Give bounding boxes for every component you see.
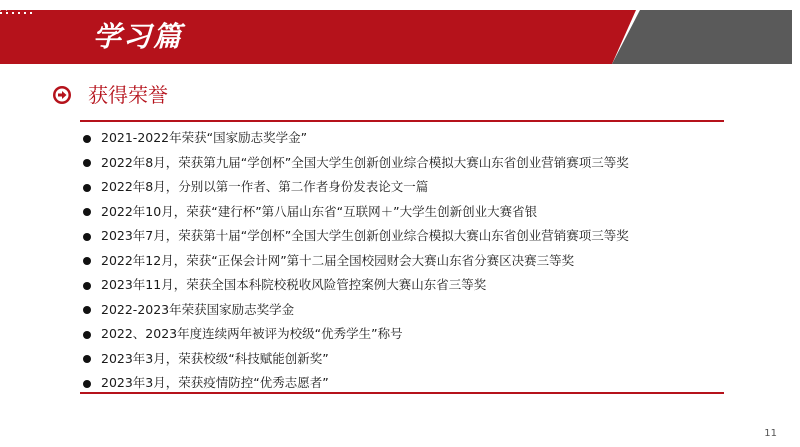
bullet-icon xyxy=(83,184,91,192)
divider-bottom xyxy=(80,392,724,394)
bullet-icon xyxy=(83,306,91,314)
list-item-text: 2023年3月，荣获校级“科技赋能创新奖” xyxy=(101,350,329,366)
list-item xyxy=(80,298,740,323)
list-item-text: 2022年10月，荣获“建行杯”第八届山东省“互联网＋”大学生创新创业大赛省银 xyxy=(101,203,538,219)
bullet-icon xyxy=(83,208,91,216)
dot-grid-decoration xyxy=(0,0,36,18)
page-number: 11 xyxy=(764,428,777,439)
list-item-text: 2023年11月，荣获全国本科院校税收风险管控案例大赛山东省三等奖 xyxy=(101,277,487,292)
list-item-text: 2023年3月，荣获疫情防控“优秀志愿者” xyxy=(101,375,329,390)
header-banner xyxy=(0,0,800,68)
bullet-icon xyxy=(83,282,91,290)
bullet-icon xyxy=(83,159,91,167)
bullet-icon xyxy=(83,380,91,388)
list-item-text: 2023年7月，荣获第十届“学创杯”全国大学生创新创业综合模拟大赛山东省创业营销赛项三等奖 xyxy=(101,228,629,243)
list-item xyxy=(80,200,740,225)
section-title: 获得荣誉 xyxy=(88,83,168,107)
list-item xyxy=(80,224,740,249)
list-item xyxy=(80,322,740,347)
list-item-text: 2022年8月，分别以第一作者、第二作者身份发表论文一篇 xyxy=(101,179,429,194)
list-item xyxy=(80,151,740,176)
list-item-text: 2022、2023年度连续两年被评为校级“优秀学生”称号 xyxy=(101,326,403,341)
list-item xyxy=(80,175,740,200)
list-item xyxy=(80,347,740,372)
bullet-icon xyxy=(83,135,91,143)
list-item xyxy=(80,249,740,274)
list-item-text: 2022年8月，荣获第九届“学创杯”全国大学生创新创业综合模拟大赛山东省创业营销赛项三等奖 xyxy=(101,154,629,170)
bullet-icon xyxy=(83,331,91,339)
list-item-text: 2021-2022年荣获“国家励志奖学金” xyxy=(101,130,308,145)
list-item xyxy=(80,273,740,298)
honors-list xyxy=(80,126,740,396)
bullet-icon xyxy=(83,233,91,241)
page-title: 学习篇 xyxy=(93,20,184,53)
bullet-icon xyxy=(83,257,91,265)
divider-top xyxy=(80,120,724,122)
bullet-icon xyxy=(83,355,91,363)
arrow-circle-icon xyxy=(52,85,72,105)
list-item-text: 2022年12月，荣获“正保会计网”第十二届全国校园财会大赛山东省分赛区决赛三等奖 xyxy=(101,252,575,268)
list-item-text: 2022-2023年荣获国家励志奖学金 xyxy=(101,301,295,317)
list-item xyxy=(80,126,740,151)
